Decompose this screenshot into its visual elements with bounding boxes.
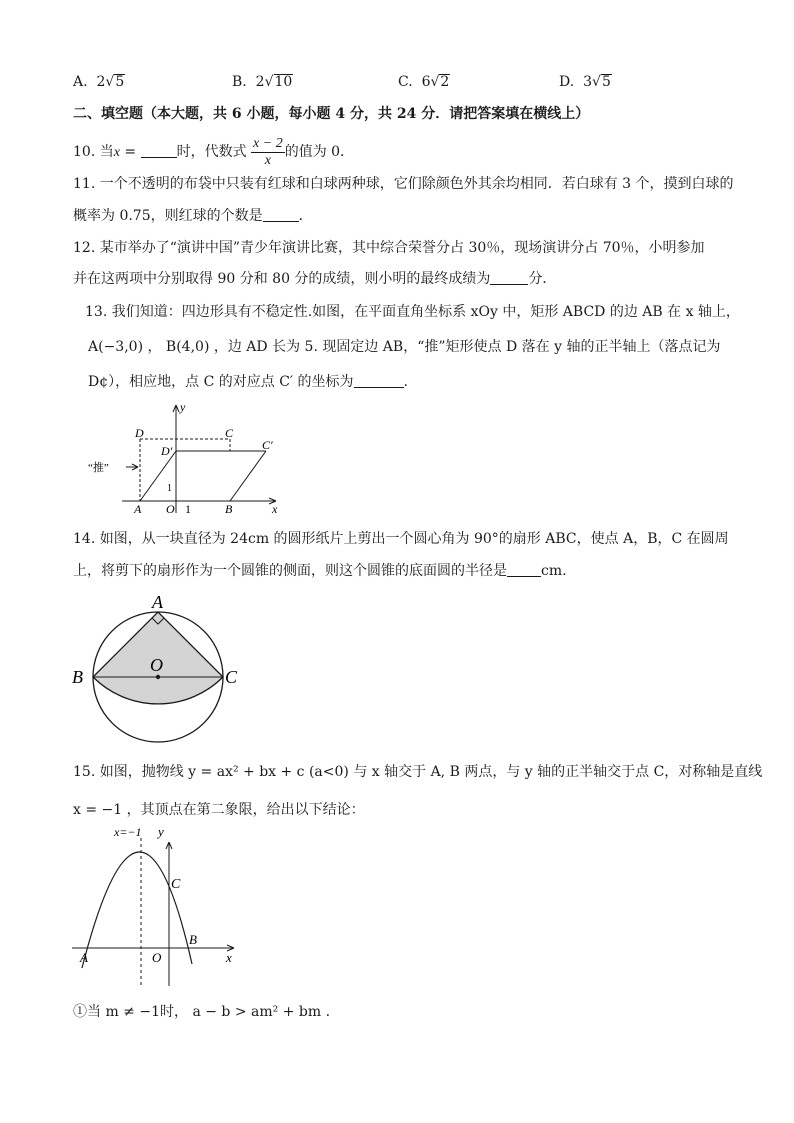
label-x: x — [272, 502, 278, 516]
sqrt-sign-icon: √ — [105, 74, 115, 90]
question-11-line1: 11. 一个不透明的布袋中只装有红球和白球两种球，它们除颜色外其余均相同．若白球有 3 个，摸到白球的 — [73, 176, 734, 192]
question-13-line3: D¢），相应地，点 C 的对应点 C′ 的坐标为 . — [88, 374, 408, 390]
side-bc-prime — [230, 451, 266, 501]
label-d: D — [135, 426, 144, 440]
label-axis-of-symmetry: x=−1 — [114, 825, 142, 839]
label-tick-1-x: 1 — [185, 502, 191, 516]
label-x: x — [226, 950, 232, 965]
option-a: A. 2√5 — [73, 74, 125, 90]
center-point — [156, 675, 160, 679]
question-12-line2: 并在这两项中分别取得 90 分和 80 分的成绩，则小明的最终成绩为 分． — [73, 271, 557, 287]
answer-blank-12[interactable] — [490, 270, 528, 285]
figure-14-sector-in-circle — [68, 588, 248, 758]
label-push: “推” — [88, 462, 109, 474]
figure-15-parabola — [70, 822, 245, 990]
question-12-line1: 12. 某市举办了“演讲中国”青少年演讲比赛，其中综合荣誉分占 30％，现场演讲分占 70％，小明参加 — [73, 240, 705, 256]
fraction: $\frac{x - 2}{x}$ — [253, 135, 283, 168]
label-c: C — [225, 426, 234, 440]
label-y: y — [158, 824, 164, 839]
question-15-line2: x = −1 ，其顶点在第二象限，给出以下结论： — [73, 802, 365, 818]
question-14-line1: 14. 如图，从一块直径为 24cm 的圆形纸片上剪出一个圆心角为 90°的扇形 ABC，使点 A，B，C 在圆周 — [73, 531, 729, 547]
answer-blank-11[interactable] — [263, 207, 299, 222]
label-d-prime: D′ — [161, 444, 173, 458]
question-15-line1: 15. 如图，抛物线 y = ax² + bx + c (a<0) 与 x 轴交于 A, B 两点，与 y 轴的正半轴交于点 C，对称轴是直线 — [73, 764, 763, 780]
figure-13-coordinate-diagram — [80, 395, 290, 520]
label-o: O — [152, 950, 162, 965]
label-b: B — [189, 932, 197, 947]
label-a: A — [134, 502, 142, 516]
question-13-line2: A(−3,0) ， B(4,0) ，边 AD 长为 5. 现固定边 AB，“推”矩形使点 D 落在 y 轴的正半轴上（落点记为 — [88, 339, 721, 355]
label-y: y — [180, 400, 186, 414]
question-15-conclusion-1: ①当 m ≠ −1时， a − b > am² + bm . — [73, 1004, 331, 1020]
sqrt-sign-icon: √ — [430, 74, 440, 90]
label-c: C — [225, 667, 238, 687]
option-d: D. 3√5 — [559, 74, 611, 90]
label-o: O — [150, 655, 163, 675]
sqrt-sign-icon: √ — [592, 74, 601, 90]
label-o: O — [166, 502, 175, 516]
label-c-prime: C′ — [262, 438, 273, 452]
section2-title: 二、填空题（本大题，共 6 小题，每小题 4 分，共 24 分．请把答案填在横线上） — [73, 106, 590, 122]
label-c: C — [171, 877, 181, 892]
label-a: A — [80, 950, 88, 965]
question-10: 10. 当x = 时，代数式 $\frac{x - 2}{x}$ 的值为 0． — [73, 135, 355, 168]
question-14-line2: 上，将剪下的扇形作为一个圆锥的侧面，则这个圆锥的底面圆的半径是 cm. — [73, 563, 567, 579]
question-13-line1: 13. 我们知道：四边形具有不稳定性.如图，在平面直角坐标系 xOy 中，矩形 ABCD 的边 AB 在 x 轴上， — [85, 304, 740, 320]
option-c: C. 6√2 — [398, 74, 450, 90]
label-b: B — [225, 502, 233, 516]
label-a: A — [152, 592, 163, 612]
question-11-line2: 概率为 0.75，则红球的个数是 ． — [73, 208, 313, 224]
option-b: B. 2√10 — [232, 74, 293, 90]
parabola-curve — [82, 852, 192, 968]
answer-blank-13[interactable] — [354, 373, 404, 388]
answer-blank-10[interactable] — [141, 143, 177, 158]
label-b: B — [72, 667, 83, 687]
sqrt-sign-icon: √ — [264, 74, 274, 90]
label-tick-1-y: 1 — [167, 483, 172, 494]
answer-blank-14[interactable] — [507, 562, 541, 577]
